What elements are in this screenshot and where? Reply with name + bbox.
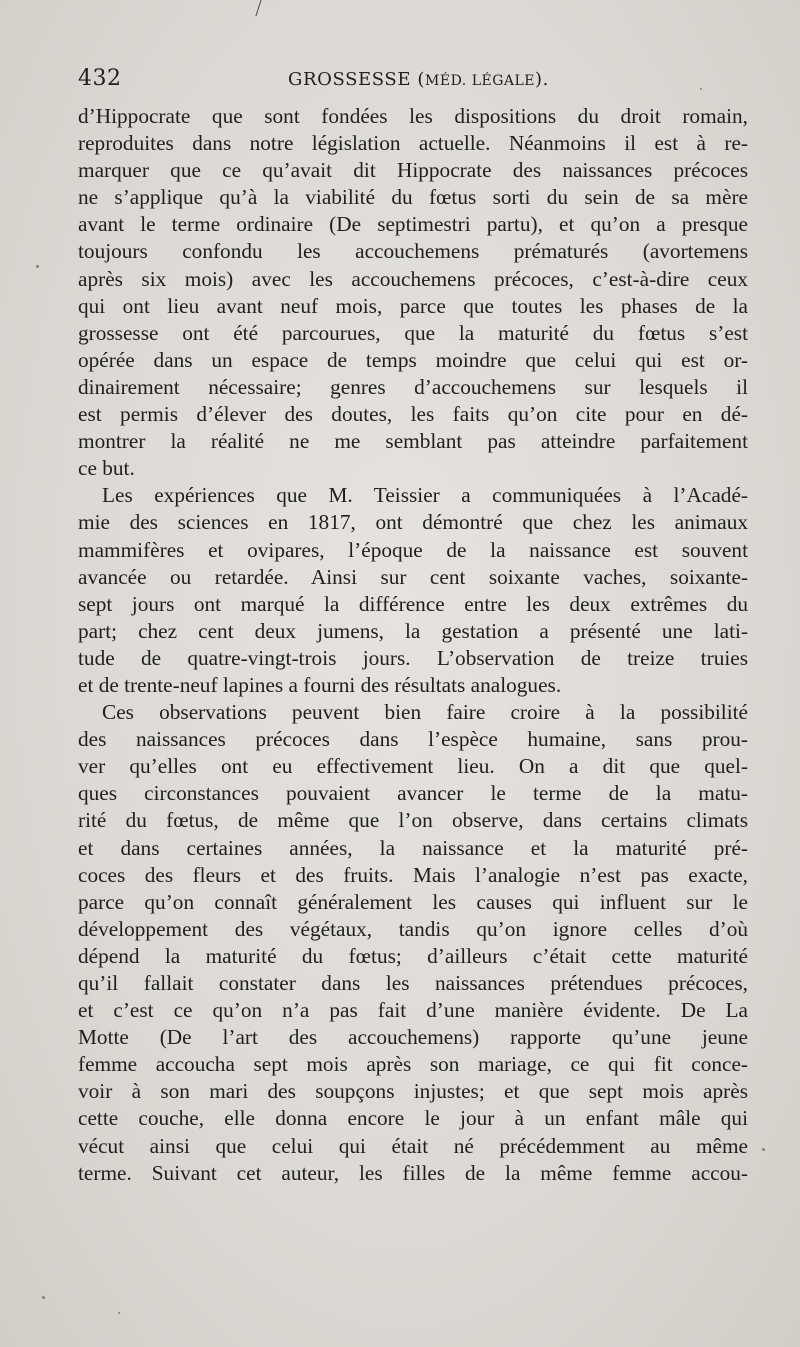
text-line: vécut ainsi que celui qui était né précédemment au même [78,1133,748,1158]
text-line: terme. Suivant cet auteur, les filles de la même femme accou- [78,1160,748,1185]
text-line: et c’est ce qu’on n’a pas fait d’une manière évidente. De La [78,998,748,1023]
running-head-paren-open: ( [411,69,426,90]
speck [118,1312,120,1314]
text-line: ne s’applique qu’à la viabilité du fœtus sorti du sein de sa mère [78,185,748,210]
speck [700,88,702,90]
text-line: dépend la maturité du fœtus; d’ailleurs c’était cette maturité [78,943,748,968]
text-line: mammifères et ovipares, l’époque de la naissance est souvent [78,537,748,562]
text-line: et de trente-neuf lapines a fourni des résultats analogues. [78,672,562,697]
text-line: dinairement nécessaire; genres d’accouchemens sur lesquels il [78,374,748,399]
text-line: tude de quatre-vingt-trois jours. L’observation de treize truies [78,645,748,670]
text-line: femme accoucha sept mois après son mariage, ce qui fit conce- [78,1052,748,1077]
text-line: est permis d’élever des doutes, les faits qu’on cite pour en dé- [78,402,748,427]
text-line: parce qu’on connaît généralement les causes qui influent sur le [78,889,748,914]
page-number: 432 [78,66,122,91]
ink-mark [255,0,269,16]
text-line: Motte (De l’art des accouchemens) rapporte qu’une jeune [78,1025,748,1050]
text-line: rité du fœtus, de même que l’on observe, dans certains climats [78,808,748,833]
text-line: des naissances précoces dans l’espèce humaine, sans prou- [78,727,748,752]
text-line: cette couche, elle donna encore le jour à un enfant mâle qui [78,1106,748,1131]
running-head-paren-close: ). [535,69,549,90]
text-line: et dans certaines années, la naissance et la maturité pré- [78,835,748,860]
text-line: reproduites dans notre législation actuelle. Néanmoins il est à re- [78,131,748,156]
text-line: Les expériences que M. Teissier a communiquées à l’Acadé- [102,483,748,508]
running-head [288,69,549,90]
text-line: voir à son mari des soupçons injustes; et que sept mois après [78,1079,748,1104]
text-line: après six mois) avec les accouchemens précoces, c’est-à-dire ceux [78,266,748,291]
running-head-sub: MÉD. LÉGALE [425,73,536,89]
text-line: avancée ou retardée. Ainsi sur cent soixante vaches, soixante- [78,564,748,589]
speck [36,265,39,268]
page-header [78,66,748,100]
text-line: d’Hippocrate que sont fondées les dispositions du droit romain, [78,104,748,128]
text-line: qu’il fallait constater dans les naissances prétendues précoces, [78,971,748,995]
text-line: opérée dans un espace de temps moindre que celui qui est or- [78,347,748,372]
text-line: avant le terme ordinaire (De septimestri partu), et qu’on a presque [78,212,748,237]
text-line: coces des fleurs et des fruits. Mais l’analogie n’est pas exacte, [78,862,748,887]
text-line: ques circonstances pouvaient avancer le terme de la matu- [78,781,748,806]
text-line: mie des sciences en 1817, ont démontré que chez les animaux [78,510,748,535]
text-line: ver qu’elles ont eu effectivement lieu. On a dit que quel- [78,754,748,779]
text-line: Ces observations peuvent bien faire croire à la possibilité [102,700,748,725]
text-line: qui ont lieu avant neuf mois, parce que toutes les phases de la [78,293,748,318]
text-line: montrer la réalité ne me semblant pas atteindre parfaitement [78,429,748,454]
speck [762,1148,765,1151]
text-line: grossesse ont été parcourues, que la maturité du fœtus s’est [78,320,748,345]
running-head-main: GROSSESSE [288,69,412,90]
text-line: part; chez cent deux jumens, la gestation a présenté une lati- [78,618,748,643]
text-line: développement des végétaux, tandis qu’on ignore celles d’où [78,916,748,941]
speck [42,1296,45,1299]
text-line: toujours confondu les accouchemens prématurés (avortemens [78,239,748,264]
text-line: sept jours ont marqué la différence entre les deux extrêmes du [78,591,748,616]
text-line: ce but. [78,456,135,481]
body-text [78,103,748,1187]
text-line: marquer que ce qu’avait dit Hippocrate des naissances précoces [78,158,748,183]
